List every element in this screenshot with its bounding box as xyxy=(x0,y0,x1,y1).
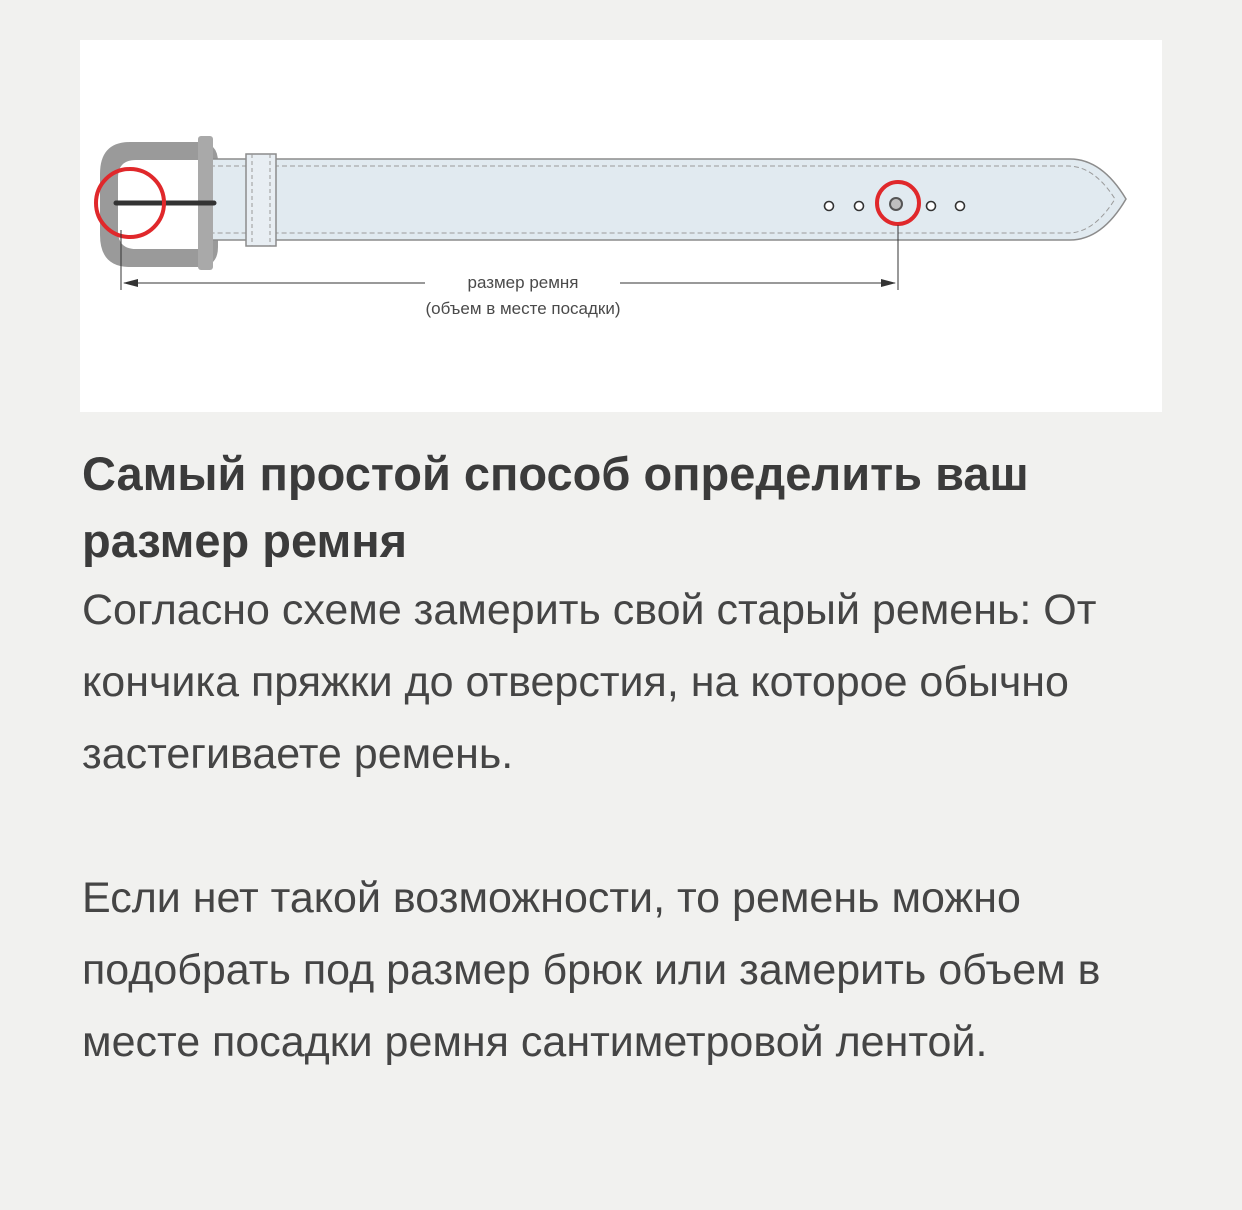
instruction-paragraph-2: Если нет такой возможности, то ремень можно подобрать под размер брюк или замерить объем в месте посадки ремня сантиметровой лентой. xyxy=(82,874,1101,1066)
belt-hole xyxy=(825,202,834,211)
measure-label: размер ремня xyxy=(467,273,579,292)
belt-strap xyxy=(200,159,1126,240)
belt-diagram-svg xyxy=(80,40,1162,412)
belt-keeper xyxy=(246,154,276,246)
measure-sublabel: (объем в месте посадки) xyxy=(425,299,621,318)
measure-arrow-left xyxy=(123,279,138,287)
instruction-paragraph-1: Согласно схеме замерить свой старый ремень: От кончика пряжки до отверстия, на которое обычно застегиваете ремень. xyxy=(82,586,1097,778)
belt-hole xyxy=(855,202,864,211)
belt-hole xyxy=(890,198,902,210)
belt-hole xyxy=(956,202,965,211)
belt-size-diagram xyxy=(80,40,1162,412)
page-heading: Самый простой способ определить ваш размер ремня xyxy=(82,447,1029,567)
measure-arrow-right xyxy=(881,279,896,287)
instructions xyxy=(82,440,1172,1078)
belt-hole xyxy=(927,202,936,211)
